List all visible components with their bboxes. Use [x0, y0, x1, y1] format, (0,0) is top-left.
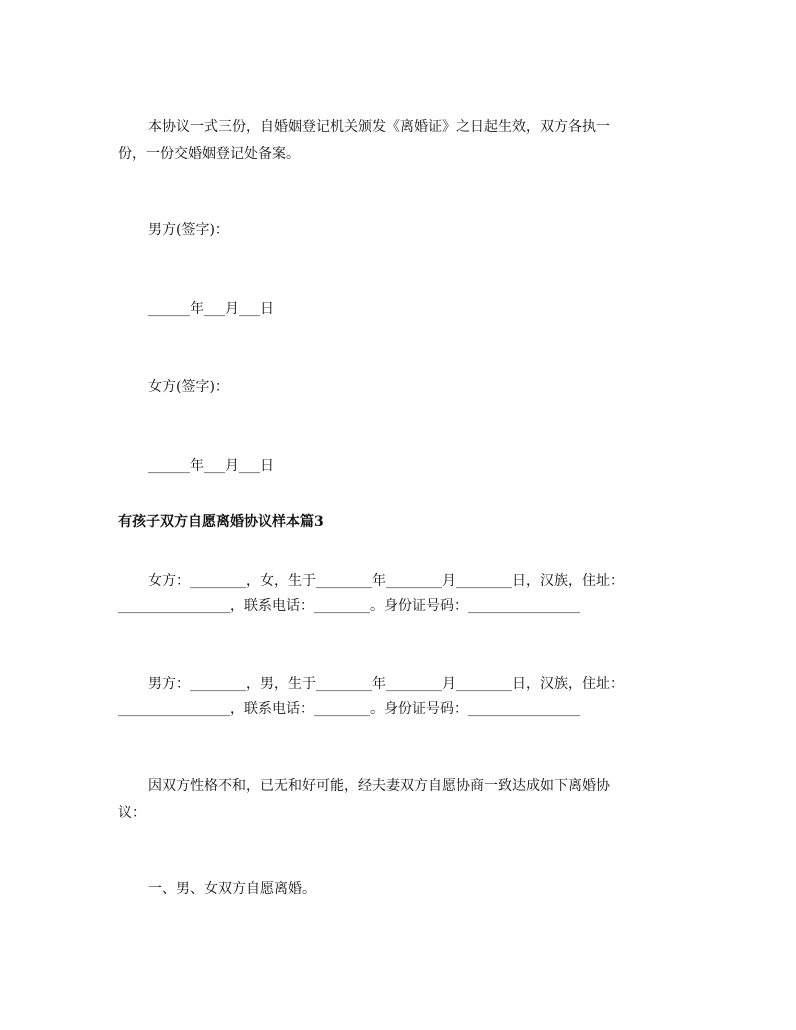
female-signature-label: 女方(签字)： [148, 379, 229, 395]
female-party-line-2: ________________，联系电话：________。身份证号码：________________ [118, 598, 580, 614]
agreement-reason-line-1: 因双方性格不和，已无和好可能，经夫妻双方自愿协商一致达成如下离婚协 [148, 778, 610, 794]
male-signature-label: 男方(签字)： [148, 222, 229, 238]
section-heading: 有孩子双方自愿离婚协议样本篇3 [118, 514, 324, 530]
effectiveness-paragraph-line-2: 份，一份交婚姻登记处备案。 [118, 146, 300, 162]
clause-one: 一、男、女双方自愿离婚。 [148, 881, 316, 897]
male-party-line-1: 男方：________，男，生于________年________月________日，汉族，住址： [148, 676, 624, 692]
effectiveness-paragraph-line-1: 本协议一式三份，自婚姻登记机关颁发《离婚证》之日起生效，双方各执一 [148, 119, 610, 135]
male-party-line-2: ________________，联系电话：________。身份证号码：________________ [118, 701, 580, 717]
agreement-reason-line-2: 议： [118, 805, 146, 821]
male-signature-date: ______年___月___日 [148, 301, 274, 317]
female-party-line-1: 女方：________，女，生于________年________月________日，汉族，住址： [148, 573, 624, 589]
female-signature-date: ______年___月___日 [148, 458, 274, 474]
